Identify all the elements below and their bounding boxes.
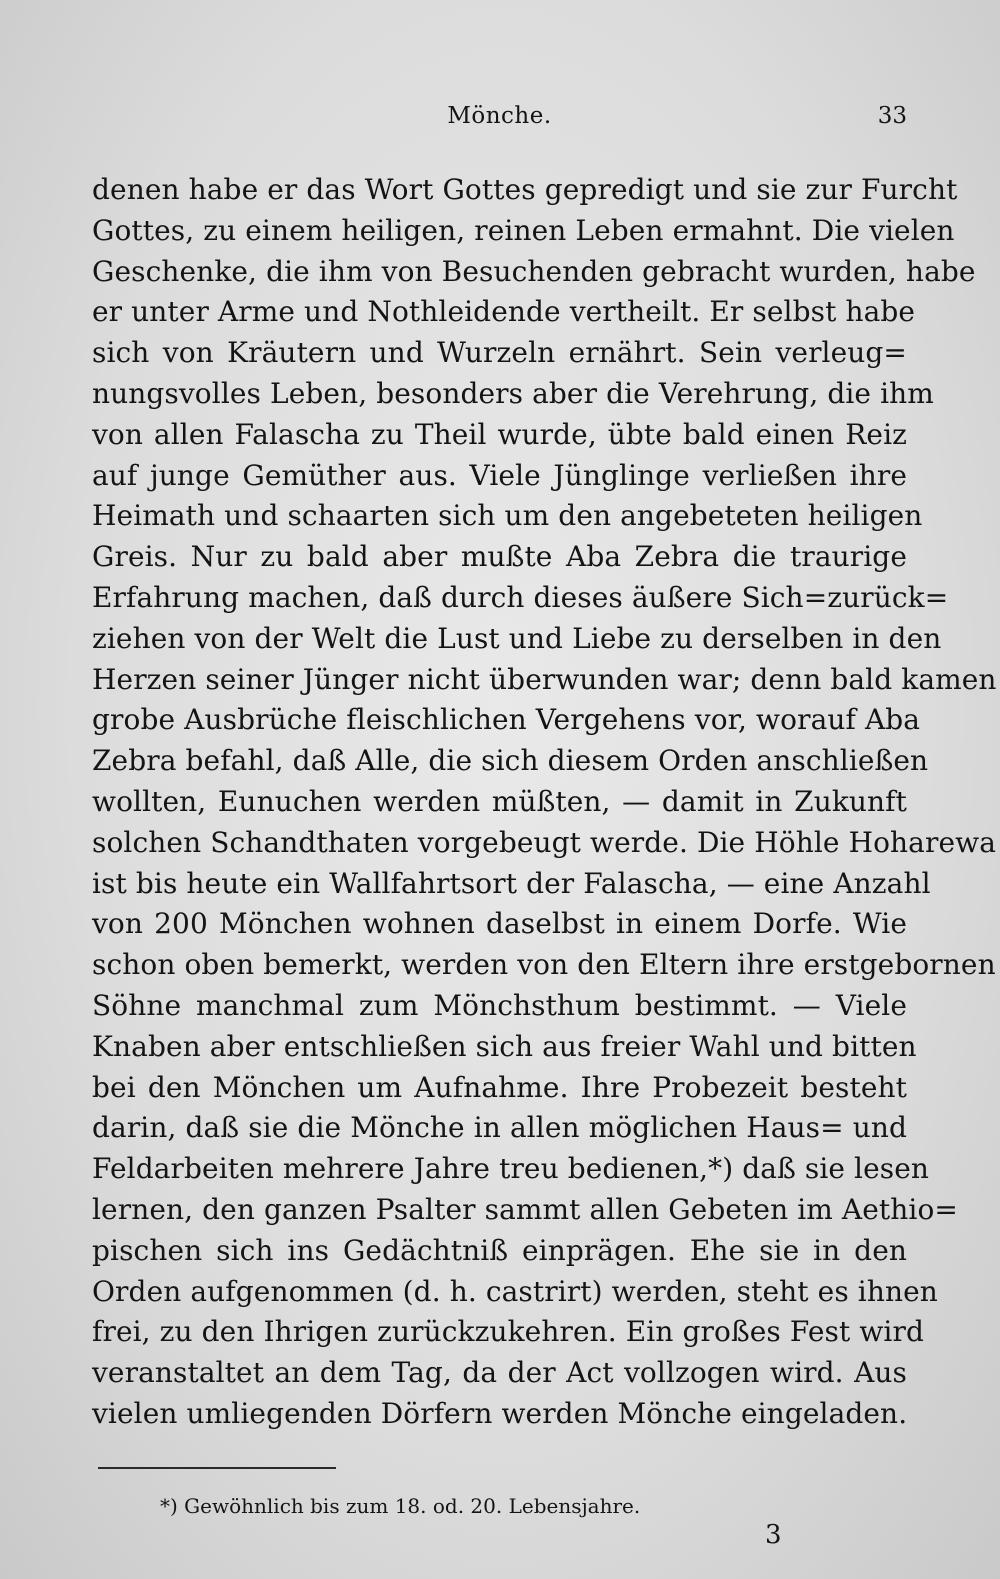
text-line: sich von Kräutern und Wurzeln ernährt. Sein verleug=: [92, 336, 907, 370]
text-line: vielen umliegenden Dörfern werden Mönche eingeladen.: [92, 1396, 908, 1430]
text-line: veranstaltet an dem Tag, da der Act vollzogen wird. Aus: [92, 1356, 907, 1390]
text-line: Geschenke, die ihm von Besuchenden gebracht wurden, habe: [92, 254, 976, 288]
text-line: darin, daß sie die Mönche in allen möglichen Haus= und: [92, 1111, 907, 1145]
text-line: pischen sich ins Gedächtniß einprägen. Ehe sie in den: [92, 1233, 907, 1267]
text-line: auf junge Gemüther aus. Viele Jünglinge verließen ihre: [92, 458, 907, 492]
text-line: Zebra befahl, daß Alle, die sich diesem Orden anschließen: [92, 744, 929, 778]
text-line: schon oben bemerkt, werden von den Eltern ihre erstgebornen: [92, 948, 996, 982]
text-line: ist bis heute ein Wallfahrtsort der Falascha, — eine Anzahl: [92, 866, 931, 900]
text-line: Herzen seiner Jünger nicht überwunden war; denn bald kamen: [92, 662, 997, 696]
text-line: Söhne manchmal zum Mönchsthum bestimmt. — Viele: [92, 988, 907, 1022]
text-line: von 200 Mönchen wohnen daselbst in einem Dorfe. Wie: [92, 907, 907, 941]
text-line: lernen, den ganzen Psalter sammt allen Gebeten im Aethio=: [92, 1192, 958, 1226]
text-line: bei den Mönchen um Aufnahme. Ihre Probezeit besteht: [92, 1070, 907, 1104]
signature-mark: 3: [765, 1520, 782, 1550]
text-line: denen habe er das Wort Gottes gepredigt und sie zur Furcht: [92, 173, 958, 206]
running-title: Mönche.: [447, 103, 552, 129]
text-line: er unter Arme und Nothleidende vertheilt. Er selbst habe: [92, 295, 916, 329]
footnote-divider: [98, 1467, 336, 1469]
page-number: 33: [877, 103, 907, 129]
text-line: Orden aufgenommen (d. h. castrirt) werden, steht es ihnen: [92, 1274, 938, 1308]
text-line: Gottes, zu einem heiligen, reinen Leben ermahnt. Die vielen: [92, 213, 955, 247]
text-line: Greis. Nur zu bald aber mußte Aba Zebra die traurige: [92, 540, 907, 574]
footnote: *) Gewöhnlich bis zum 18. od. 20. Lebensjahre.: [160, 1494, 641, 1518]
text-line: ziehen von der Welt die Lust und Liebe zu derselben in den: [92, 621, 942, 655]
main-text: [92, 170, 997, 1435]
text-line: Heimath und schaarten sich um den angebeteten heiligen: [92, 499, 923, 533]
text-line: solchen Schandthaten vorgebeugt werde. Die Höhle Hoharewa: [92, 825, 996, 859]
text-line: wollten, Eunuchen werden müßten, — damit in Zukunft: [92, 784, 907, 818]
text-line: von allen Falascha zu Theil wurde, übte bald einen Reiz: [92, 417, 907, 451]
page-header: [92, 103, 907, 135]
text-line: Feldarbeiten mehrere Jahre treu bedienen,*) daß sie lesen: [92, 1152, 930, 1186]
text-line: Erfahrung machen, daß durch dieses äußere Sich=zurück=: [92, 580, 949, 614]
text-line: grobe Ausbrüche fleischlichen Vergehens vor, worauf Aba: [92, 703, 921, 737]
text-line: frei, zu den Ihrigen zurückzukehren. Ein großes Fest wird: [92, 1315, 925, 1349]
text-line: Knaben aber entschließen sich aus freier Wahl und bitten: [92, 1029, 917, 1063]
text-line: nungsvolles Leben, besonders aber die Verehrung, die ihm: [92, 376, 934, 410]
